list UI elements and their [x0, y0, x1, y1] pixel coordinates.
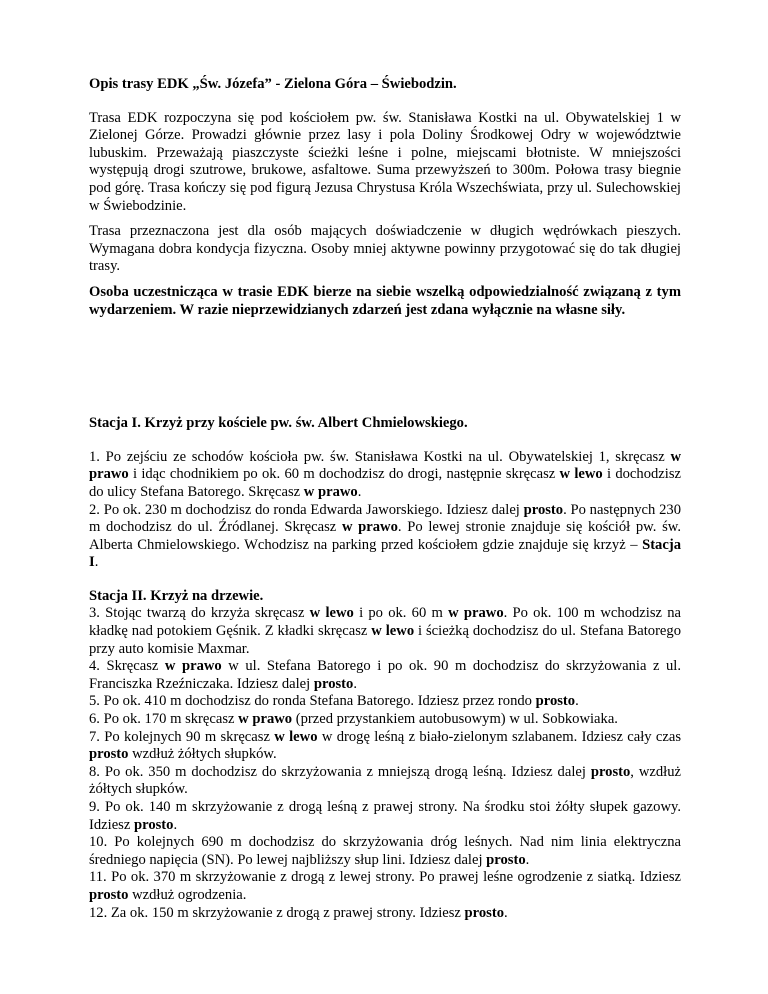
step-text: . — [94, 554, 99, 571]
step-text: . Po ok. 100 m wchodzisz na kładkę nad potokiem Gęśnik. Z kładki skręcasz — [89, 605, 682, 640]
route-step — [89, 711, 681, 729]
station-2-heading: Stacja II. Krzyż na drzewie. — [89, 587, 264, 604]
step-text: i idąc chodnikiem po ok. 60 m dochodzisz do drogi, następnie skręcasz — [128, 466, 560, 483]
direction-emphasis: prosto — [590, 763, 631, 780]
direction-emphasis: w prawo — [164, 658, 222, 675]
step-text: . Po lewej stronie znajduje się kościół pw. św. Alberta Chmielowskiego. Wchodzisz na parking przed kościołem gdzie znajduje się krzyż – — [89, 519, 681, 553]
station-1-steps — [89, 449, 681, 572]
step-text: i dochodzisz do ulicy Stefana Batorego. Skręcasz — [89, 466, 681, 500]
step-text: . — [357, 483, 362, 500]
intro-paragraph-1: Trasa EDK rozpoczyna się pod kościołem pw. św. Stanisława Kostki na ul. Obywatelskiej 1 w Zielonej Górze. Prowadzi głównie przez lasy i pola Doliny Środkowej Odry w województwie lubuskim. Przeważają piaszczyste ścieżki leśne i polne, miejscami błotniste. W mniejszości występują drogi szutrowe, brukowe, asfaltowe. Suma przewyższeń to 300m. Połowa trasy biegnie pod górę. Trasa kończy się pod figurą Jezusa Chrystusa Króla Wszechświata, przy ul. Sulechowskiej w Świebodzinie. — [89, 109, 681, 214]
step-text: 10. Po kolejnych 690 m dochodzisz do skrzyżowania dróg leśnych. Nad nim linia elektryczna średniego napięcia (SN). Po lewej najbliższy słup lini. Idziesz dalej — [89, 834, 681, 868]
step-text: . — [173, 816, 178, 833]
direction-emphasis: w prawo — [89, 448, 681, 483]
step-text: 6. Po ok. 170 m skręcasz — [89, 711, 239, 728]
direction-emphasis: prosto — [313, 675, 354, 692]
direction-emphasis: w prawo — [303, 483, 358, 500]
direction-emphasis: prosto — [523, 501, 564, 518]
route-step — [89, 869, 681, 904]
step-text: , wzdłuż żółtych słupków. — [89, 763, 681, 798]
intro-paragraph-2: Trasa przeznaczona jest dla osób mających doświadczenie w długich wędrówkach pieszych. Wymagana dobra kondycja fizyczna. Osoby mniej aktywne powinny przygotować się do tak długiej trasy. — [89, 223, 681, 275]
station-2-steps — [89, 605, 681, 922]
step-text: 4. Skręcasz — [89, 658, 165, 675]
step-text: . Po następnych 230 m dochodzisz do ul. Źródlanej. Skręcasz — [89, 501, 681, 536]
document-page — [89, 76, 681, 922]
step-text: 9. Po ok. 140 m skrzyżowanie z drogą leśną z prawej strony. Na środku stoi żółty słupek gazowy. Idziesz — [89, 799, 681, 833]
blank-gap — [89, 319, 681, 415]
step-text: i po ok. 60 m — [353, 605, 449, 622]
step-text: . — [504, 904, 508, 921]
direction-emphasis: w prawo — [238, 711, 293, 728]
route-step — [89, 605, 681, 658]
route-step — [89, 502, 681, 572]
responsibility-warning: Osoba uczestnicząca w trasie EDK bierze na siebie wszelką odpowiedzialność związaną z tym wydarzeniem. W razie nieprzewidzianych zdarzeń jest zdana wyłącznie na własne siły. — [89, 283, 681, 318]
step-text: 1. Po zejściu ze schodów kościoła pw. św. Stanisława Kostki na ul. Obywatelskiej 1, skręcasz — [89, 448, 671, 465]
document-title: Opis trasy EDK „Św. Józefa” - Zielona Góra – Świebodzin. — [89, 76, 457, 92]
route-step — [89, 449, 681, 502]
step-text: wzdłuż ogrodzenia. — [128, 886, 247, 903]
direction-emphasis: w prawo — [448, 605, 504, 622]
step-text: i ścieżką dochodzisz do ul. Stefana Batorego przy auto komisie Maxmar. — [89, 623, 681, 657]
direction-emphasis: w prawo — [341, 519, 398, 536]
step-text: (przed przystankiem autobusowym) w ul. Sobkowiaka. — [292, 711, 618, 728]
step-text: 3. Stojąc twarzą do krzyża skręcasz — [89, 605, 310, 622]
direction-emphasis: w lewo — [371, 623, 415, 640]
route-step — [89, 658, 681, 693]
direction-emphasis: prosto — [464, 904, 504, 921]
step-text: . — [575, 693, 579, 710]
direction-emphasis: Stacja I — [89, 536, 681, 571]
step-text: . — [525, 851, 530, 868]
direction-emphasis: w lewo — [559, 466, 603, 483]
step-text: . — [353, 675, 357, 692]
direction-emphasis: prosto — [89, 886, 129, 903]
route-step — [89, 764, 681, 799]
step-text: 8. Po ok. 350 m dochodzisz do skrzyżowania z mniejszą drogą leśną. Idziesz dalej — [89, 763, 591, 780]
step-text: 2. Po ok. 230 m dochodzisz do ronda Edwarda Jaworskiego. Idziesz dalej — [89, 501, 524, 518]
step-text: w drogę leśną z biało-zielonym szlabanem. Idziesz cały czas — [317, 728, 682, 745]
direction-emphasis: prosto — [535, 693, 576, 710]
direction-emphasis: prosto — [89, 746, 129, 763]
route-step — [89, 693, 681, 711]
step-text: 11. Po ok. 370 m skrzyżowanie z drogą z lewej strony. Po prawej leśne ogrodzenie z siatką. Idziesz — [89, 869, 681, 886]
route-step — [89, 905, 681, 923]
direction-emphasis: w lewo — [309, 605, 354, 622]
step-text: 5. Po ok. 410 m dochodzisz do ronda Stefana Batorego. Idziesz przez rondo — [89, 693, 536, 710]
route-step — [89, 729, 681, 764]
direction-emphasis: w lewo — [274, 728, 318, 745]
station-1-heading: Stacja I. Krzyż przy kościele pw. św. Albert Chmielowskiego. — [89, 415, 468, 432]
step-text: wzdłuż żółtych słupków. — [128, 746, 277, 763]
step-text: 12. Za ok. 150 m skrzyżowanie z drogą z prawej strony. Idziesz — [89, 904, 465, 921]
direction-emphasis: prosto — [486, 851, 526, 868]
route-step — [89, 834, 681, 869]
direction-emphasis: prosto — [133, 816, 174, 833]
route-step — [89, 799, 681, 834]
step-text: w ul. Stefana Batorego i po ok. 90 m dochodzisz do skrzyżowania z ul. Franciszka Rzeźniczaka. Idziesz dalej — [89, 658, 681, 692]
step-text: 7. Po kolejnych 90 m skręcasz — [89, 728, 275, 745]
